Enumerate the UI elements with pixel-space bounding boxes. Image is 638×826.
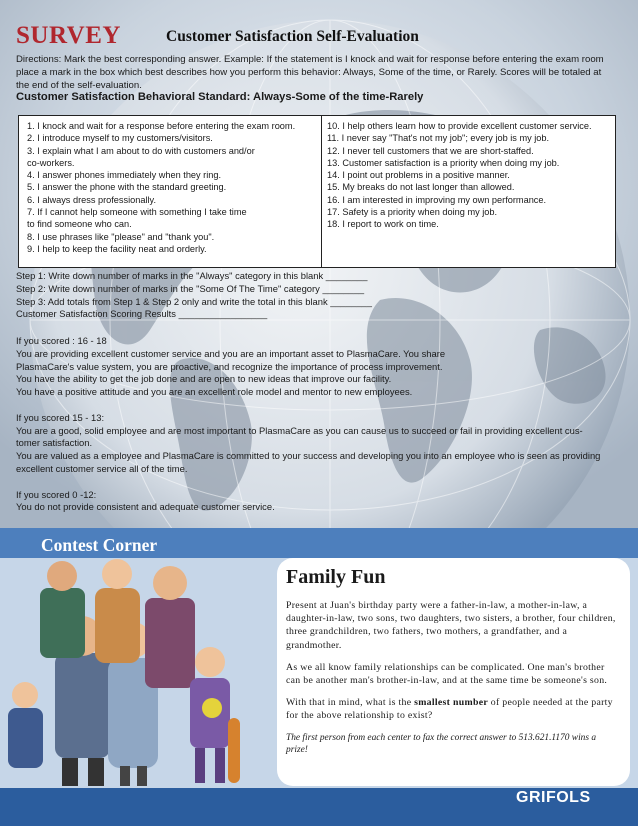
score-results: [16, 335, 616, 527]
prize-note: The first person from each center to fax the correct answer to 513.621.1170 wins a prize!: [286, 732, 597, 756]
result-line: You have the ability to get the job done and are open to new ideas that improve our facility.: [16, 373, 392, 385]
family-illustration: [0, 558, 277, 788]
statement-line: 5. I answer the phone with the standard greeting.: [27, 182, 227, 193]
skateboard-figure: [228, 718, 240, 783]
statement-line: 16. I am interested in improving my own performance.: [327, 194, 547, 205]
page-title: Customer Satisfaction Self-Evaluation: [166, 28, 419, 45]
statement-line: 13. Customer satisfaction is a priority when doing my job.: [327, 157, 560, 168]
scoring-results-line: Customer Satisfaction Scoring Results _________________: [16, 308, 268, 320]
result-block: [16, 489, 616, 515]
result-line: You are providing excellent customer service and you are an important asset to PlasmaCare. You share: [16, 347, 446, 359]
result-line: PlasmaCare's value system, you are proactive, and recognize the importance of process improvement.: [16, 360, 443, 372]
statement-line: 14. I point out problems in a positive manner.: [327, 170, 510, 181]
statement-line: co-workers.: [27, 157, 75, 168]
survey-label: SURVEY: [16, 22, 121, 49]
statement-line: 11. I never say "That's not my job"; every job is my job.: [327, 133, 550, 144]
step-line: Step 3: Add totals from Step 1 & Step 2 only and write the total in this blank ________: [16, 295, 372, 307]
step-line: Step 2: Write down number of marks in the "Some Of The Time" category ________: [16, 282, 365, 294]
puzzle-title: Family Fun: [286, 566, 386, 588]
statement-line: 18. I report to work on time.: [327, 219, 439, 230]
girl-figure: [8, 682, 43, 768]
statement-line: 4. I answer phones immediately when they ring.: [27, 170, 222, 181]
statement-line: 2. I introduce myself to my customers/visitors.: [27, 133, 213, 144]
statement-line: 10. I help others learn how to provide excellent customer service.: [327, 121, 592, 131]
contest-title: Contest Corner: [41, 535, 158, 555]
result-line: You are valued as a employee and PlasmaCare is committed to your success and developing you into an employee who is seen as providing: [16, 450, 601, 462]
result-line: You have a positive attitude and you are an excellent role model and mentor to new employees.: [16, 386, 413, 398]
step-line: Step 1: Write down number of marks in the "Always" category in this blank ________: [16, 270, 368, 281]
statements-right-column: [322, 116, 615, 267]
statement-line: 7. If I cannot help someone with something I take time: [27, 207, 247, 218]
result-heading: If you scored 0 -12:: [16, 488, 97, 500]
result-line: You are a good, solid employee and are most important to PlasmaCare as you can cause us to succeed or fail in providing excellent cus-: [16, 424, 583, 436]
puzzle-paragraph: Present at Juan's birthday party were a father-in-law, a mother-in-law, a daughter-in-law, two sons, two daughters, two sisters, a brother, four children, three grandchildren, two fathers, two mothers, a grandfather, and a grandmother.: [286, 600, 616, 651]
result-line: tomer satisfaction.: [16, 437, 93, 449]
directions-text: Directions: Mark the best corresponding answer. Example: If the statement is I knock and wait for response before entering the exam room place a mark in the box which best describes how you perform this behavior: Always, Some of the time, or Rarely. Scores will be totaled at the end of the self-evaluation.: [16, 54, 604, 91]
result-block: [16, 335, 616, 399]
result-block: [16, 412, 616, 476]
scoring-steps: [16, 270, 616, 321]
brand-logo: GRIFOLS: [516, 789, 591, 806]
statement-line: 15. My breaks do not last longer than allowed.: [327, 182, 515, 193]
result-line: You do not provide consistent and adequate customer service.: [16, 501, 275, 513]
question-text: of people needed at the party for the above relationship to exist?: [286, 697, 613, 722]
statement-line: 17. Safety is a priority when doing my job.: [327, 207, 498, 218]
question-text: With that in mind, what is the: [286, 697, 415, 709]
statements-left-column: [19, 116, 322, 267]
statement-line: 12. I never tell customers that we are short-staffed.: [327, 145, 534, 156]
statement-line: 8. I use phrases like "please" and "thank you".: [27, 231, 215, 242]
statement-line: 3. I explain what I am about to do with customers and/or: [27, 145, 255, 156]
result-heading: If you scored 15 - 13:: [16, 411, 105, 423]
standard-heading: Customer Satisfaction Behavioral Standard: Always-Some of the time-Rarely: [16, 91, 424, 103]
statements-table: [18, 115, 616, 268]
result-line: excellent customer service all of the time.: [16, 462, 188, 474]
father-figure: [145, 566, 195, 688]
family-fun-card: [277, 558, 630, 786]
result-heading: If you scored : 16 - 18: [16, 335, 107, 346]
uncle-figure: [40, 561, 85, 658]
statement-line: 1. I knock and wait for a response before entering the exam room.: [27, 121, 296, 131]
puzzle-paragraph: As we all know family relationships can be complicated. One man's brother can be another man's brother-in-law, and at the same time be someone's son.: [286, 661, 608, 687]
statement-line: 9. I help to keep the facility neat and orderly.: [27, 243, 207, 254]
mother-figure: [95, 559, 140, 663]
question-emphasis: smallest number: [414, 697, 488, 709]
statement-line: to find someone who can.: [27, 219, 132, 230]
boy-figure: [190, 647, 230, 783]
puzzle-question: [286, 696, 616, 722]
statement-line: 6. I always dress professionally.: [27, 194, 157, 205]
